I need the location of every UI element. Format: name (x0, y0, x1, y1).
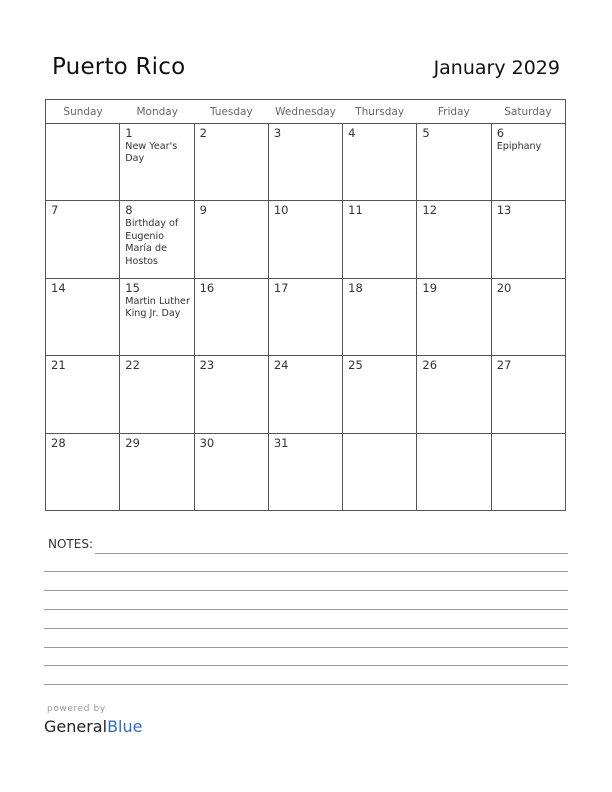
day-cell (120, 356, 194, 432)
day-cell (120, 279, 194, 355)
day-number: 18 (348, 280, 363, 295)
day-cell (195, 434, 269, 511)
day-cell (343, 201, 417, 277)
day-cell (269, 124, 343, 200)
notes-line (95, 553, 568, 554)
holiday-label: Martin Luther King Jr. Day (125, 295, 190, 320)
week-row-3 (46, 279, 565, 356)
notes-line (44, 571, 568, 572)
brand-general: General (44, 717, 108, 736)
notes-line (44, 609, 568, 610)
day-cell (343, 356, 417, 432)
day-cell (417, 201, 491, 277)
day-cell (417, 356, 491, 432)
day-number: 4 (348, 126, 356, 140)
day-number: 1 (125, 126, 133, 140)
day-number: 17 (273, 280, 289, 295)
day-number: 11 (348, 203, 363, 218)
day-number: 22 (125, 358, 140, 373)
day-cell (46, 124, 120, 200)
notes-line (44, 647, 568, 648)
powered-by-label: powered by (47, 704, 106, 714)
notes-line (44, 684, 568, 685)
day-number: 20 (496, 280, 512, 295)
day-number: 23 (199, 358, 215, 373)
month-year: January 2029 (433, 57, 560, 79)
day-cell (195, 124, 269, 200)
day-cell (46, 279, 120, 355)
day-cell (46, 201, 120, 277)
day-number: 6 (496, 126, 505, 140)
day-number: 5 (422, 126, 430, 140)
week-row-1 (46, 124, 565, 201)
day-number: 19 (422, 280, 438, 295)
day-cell (343, 279, 417, 355)
holiday-label: New Year's Day (125, 141, 178, 165)
day-cell (120, 201, 194, 277)
week-row-4 (46, 356, 565, 433)
day-cell (46, 356, 120, 432)
notes-line (44, 665, 568, 666)
weekday-monday: Monday (136, 106, 178, 118)
day-number: 10 (273, 203, 289, 218)
day-cell (492, 201, 565, 277)
day-number: 29 (125, 435, 140, 450)
day-cell (417, 124, 491, 200)
day-cell (269, 279, 343, 355)
day-number: 2 (199, 126, 207, 140)
generalblue-logo[interactable] (44, 717, 142, 736)
weekday-friday: Friday (437, 106, 470, 118)
notes-label: NOTES: (48, 537, 93, 551)
day-cell (269, 201, 343, 277)
day-cell (269, 434, 343, 511)
day-cell (195, 279, 269, 355)
day-number: 15 (125, 280, 140, 295)
day-number: 26 (422, 358, 438, 373)
notes-line (44, 590, 568, 591)
day-number: 3 (273, 126, 282, 140)
day-cell (46, 434, 120, 511)
day-cell (120, 124, 194, 200)
day-number: 24 (273, 358, 289, 373)
day-cell (417, 434, 491, 511)
day-cell (492, 124, 565, 200)
day-cell (417, 279, 491, 355)
week-row-2 (46, 201, 565, 278)
week-row-5 (46, 434, 565, 511)
day-number: 27 (496, 358, 512, 373)
day-cell (343, 124, 417, 200)
day-cell (492, 279, 565, 355)
day-cell (195, 356, 269, 432)
day-number: 12 (422, 203, 438, 218)
weekday-header-row (46, 100, 565, 124)
day-number: 8 (125, 203, 133, 218)
weekday-sunday: Sunday (63, 106, 103, 118)
day-number: 14 (51, 280, 66, 295)
day-number: 30 (199, 435, 215, 450)
weekday-tuesday: Tuesday (209, 106, 253, 118)
day-number: 25 (348, 358, 363, 373)
day-cell (343, 434, 417, 511)
day-cell (492, 434, 565, 511)
day-cell (269, 356, 343, 432)
holiday-label: Birthday of Eugenio María de Hostos (125, 218, 179, 267)
day-number: 31 (273, 435, 289, 450)
weekday-thursday: Thursday (355, 106, 405, 118)
calendar-grid (45, 99, 566, 511)
brand-blue: Blue (107, 717, 143, 736)
day-number: 16 (199, 280, 215, 295)
day-number: 28 (51, 435, 66, 450)
weekday-wednesday: Wednesday (275, 106, 336, 118)
day-cell (195, 201, 269, 277)
day-cell (120, 434, 194, 511)
day-cell (492, 356, 565, 432)
day-number: 9 (199, 203, 207, 218)
holiday-label: Epiphany (496, 141, 542, 152)
calendar-title: Puerto Rico (52, 54, 186, 80)
day-number: 7 (51, 203, 59, 218)
weekday-saturday: Saturday (504, 106, 552, 118)
notes-line (44, 628, 568, 629)
day-number: 21 (51, 358, 66, 373)
day-number: 13 (496, 203, 512, 218)
